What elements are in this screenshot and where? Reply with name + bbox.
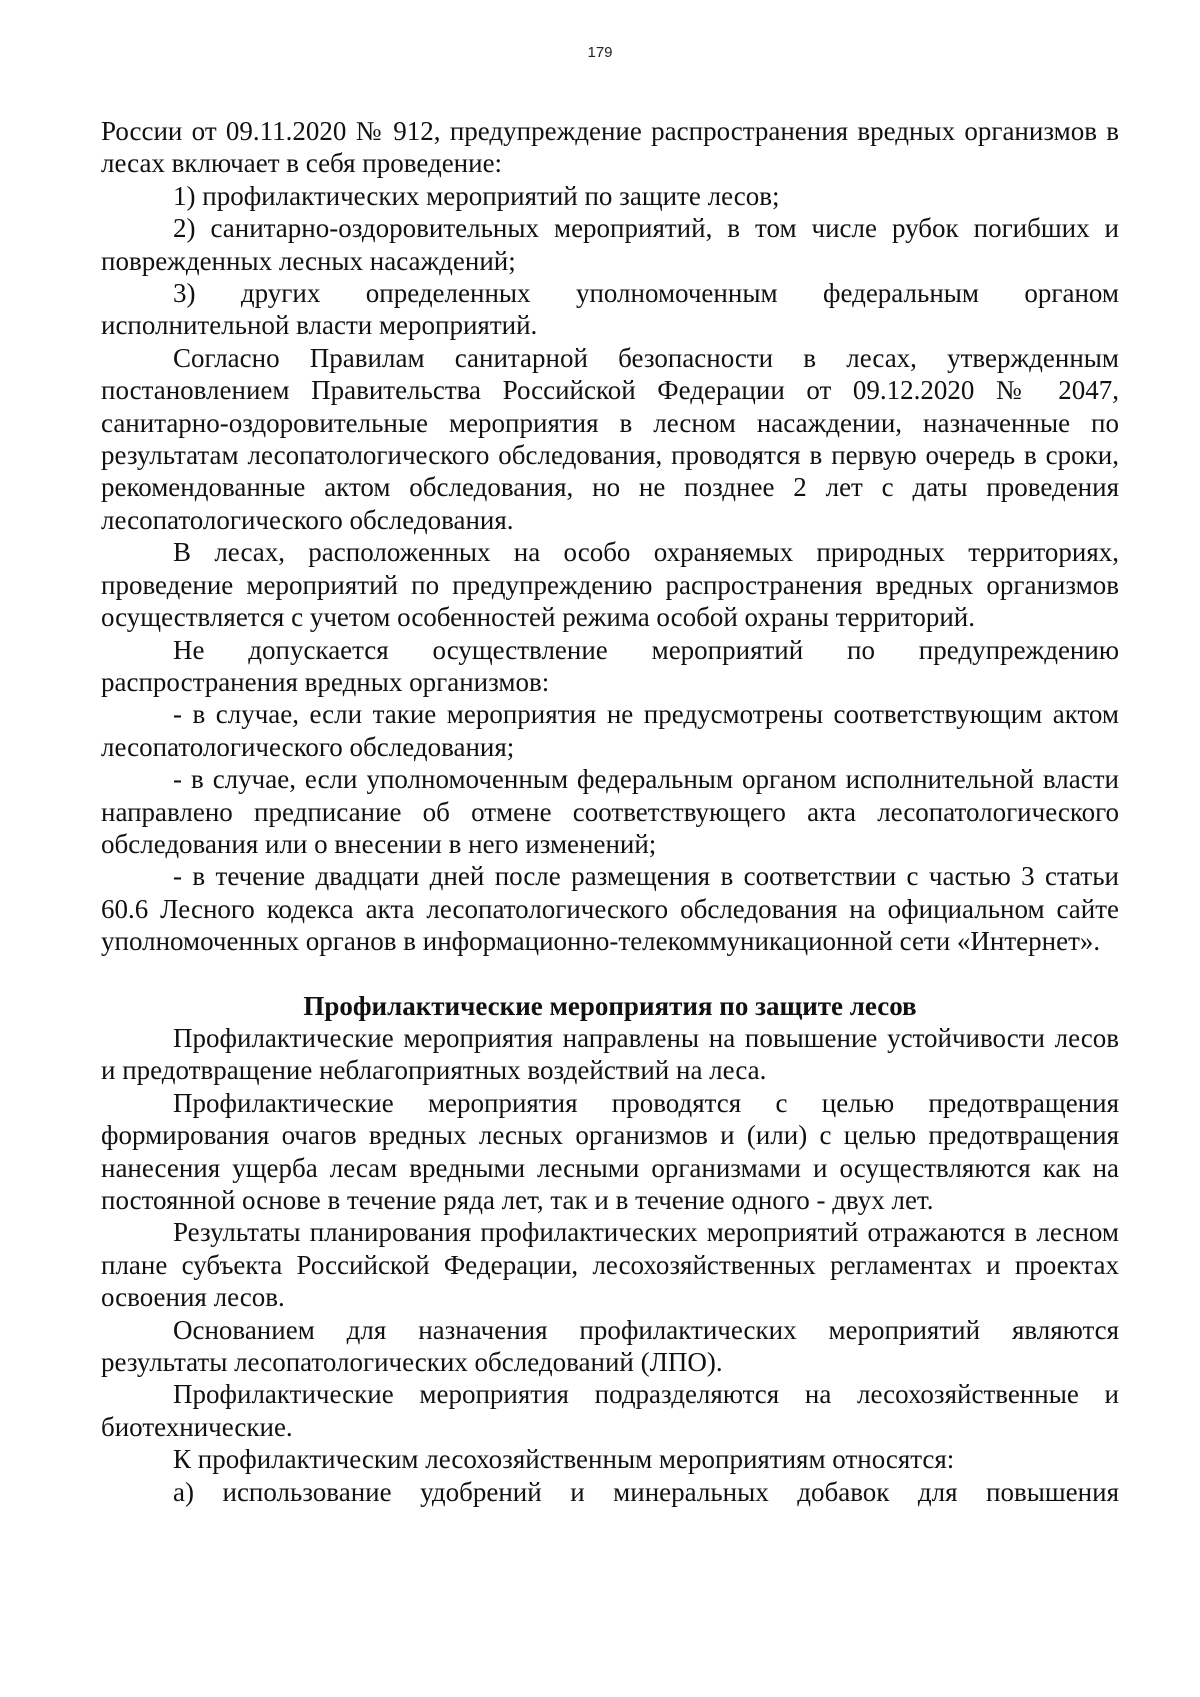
paragraph: Профилактические мероприятия подразделяются на лесохозяйственные и биотехнические.: [101, 1379, 1119, 1442]
page-number: 179: [587, 44, 613, 61]
paragraph: - в течение двадцати дней после размещения в соответствии с частью 3 статьи 60.6 Лесного кодекса акта лесопатологического обследования на официальном сайте уполномоченных органов в информационно-телекоммуникационной сети «Интернет».: [101, 861, 1119, 957]
paragraph: а) использование удобрений и минеральных добавок для повышения: [173, 1476, 1119, 1507]
paragraph: 1) профилактических мероприятий по защите лесов;: [173, 180, 780, 211]
paragraph: К профилактическим лесохозяйственным мероприятиям относятся:: [173, 1444, 955, 1475]
paragraph: Результаты планирования профилактических мероприятий отражаются в лесном плане субъекта Российской Федерации, лесохозяйственных регламентах и проектах освоения лесов.: [101, 1217, 1119, 1313]
paragraph: 2) санитарно-оздоровительных мероприятий, в том числе рубок погибших и поврежденных лесных насаждений;: [101, 213, 1119, 276]
paragraph: Профилактические мероприятия направлены на повышение устойчивости лесов и предотвращение неблагоприятных воздействий на леса.: [101, 1022, 1119, 1086]
paragraph: - в случае, если такие мероприятия не предусмотрены соответствующим актом лесопатологического обследования;: [101, 699, 1119, 762]
paragraph: Согласно Правилам санитарной безопасности в лесах, утвержденным постановлением Правительства Российской Федерации от 09.12.2020 № 2047, санитарно-оздоровительные мероприятия в лесном насаждении, назначенные по результатам лесопатологического обследования, проводятся в первую очередь в сроки, рекомендованные актом обследования, но не позднее 2 лет с даты проведения лесопатологического обследования.: [101, 342, 1119, 535]
section-heading: Профилактические мероприятия по защите лесов: [303, 990, 917, 1021]
paragraph: - в случае, если уполномоченным федеральным органом исполнительной власти направлено предписание об отмене соответствующего акта лесопатологического обследования или о внесении в него изменений;: [101, 764, 1119, 859]
paragraph: России от 09.11.2020 № 912, предупреждение распространения вредных организмов в лесах включает в себя проведение:: [101, 116, 1119, 179]
paragraph: 3) других определенных уполномоченным федеральным органом исполнительной власти мероприятий.: [101, 278, 1119, 341]
paragraph: В лесах, расположенных на особо охраняемых природных территориях, проведение мероприятий по предупреждению распространения вредных организмов осуществляется с учетом особенностей режима особой охраны территорий.: [101, 537, 1119, 633]
paragraph: Основанием для назначения профилактических мероприятий являются результаты лесопатологических обследований (ЛПО).: [101, 1314, 1119, 1378]
paragraph: Не допускается осуществление мероприятий по предупреждению распространения вредных организмов:: [101, 634, 1119, 697]
section-intro: [101, 115, 1119, 958]
page-body: [101, 115, 1119, 1508]
paragraph: Профилактические мероприятия проводятся с целью предотвращения формирования очагов вредных лесных организмов и (или) с целью предотвращения нанесения ущерба лесам вредными лесными организмами и осуществляются как на постоянной основе в течение ряда лет, так и в течение одного - двух лет.: [101, 1087, 1119, 1215]
section-prophylactic-measures: [101, 1022, 1119, 1508]
